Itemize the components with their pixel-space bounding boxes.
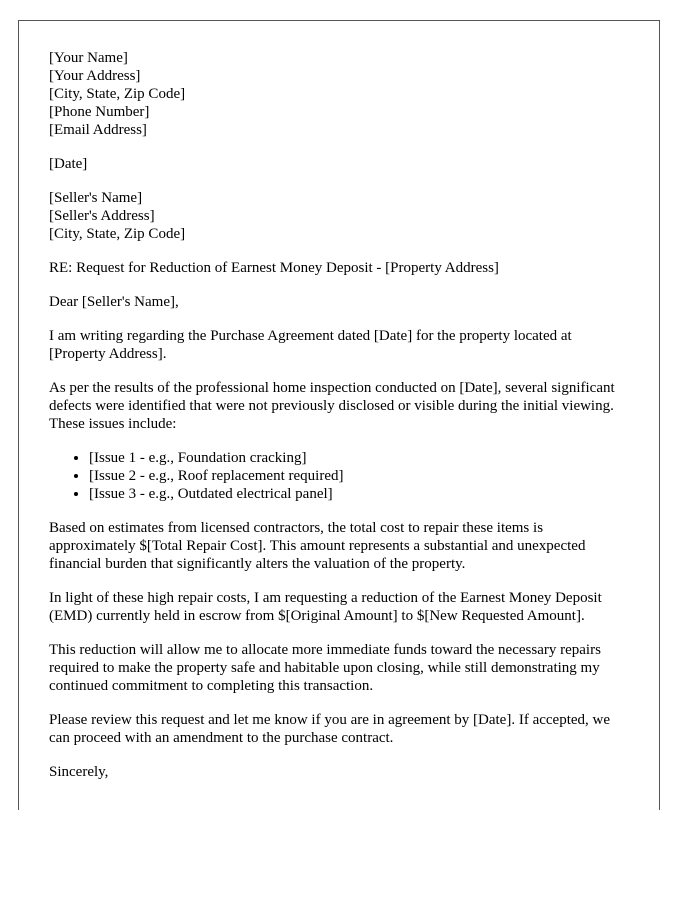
list-item: • [Issue 3 - e.g., Outdated electrical panel] <box>89 485 629 503</box>
sender-name: [Your Name] <box>49 50 128 66</box>
letter-page <box>18 20 660 810</box>
body-paragraph-inspection: As per the results of the professional home inspection conducted on [Date], several significant defects were identified that were not previously disclosed or visible during the initial viewing. These issues include: <box>49 380 615 432</box>
salutation: Dear [Seller's Name], <box>49 294 179 310</box>
body-paragraph-review: Please review this request and let me know if you are in agreement by [Date]. If accepted, we can proceed with an amendment to the purchase contract. <box>49 712 611 746</box>
letter-content <box>49 49 629 797</box>
sender-phone: [Phone Number] <box>49 104 150 120</box>
letter-date: [Date] <box>49 156 88 172</box>
subject-line: RE: Request for Reduction of Earnest Money Deposit - [Property Address] <box>49 260 499 276</box>
closing: Sincerely, <box>49 764 109 780</box>
recipient-city-state-zip: [City, State, Zip Code] <box>49 226 186 242</box>
sender-address: [Your Address] <box>49 68 141 84</box>
sender-email: [Email Address] <box>49 122 147 138</box>
issues-list <box>49 449 629 503</box>
recipient-address: [Seller's Address] <box>49 208 155 224</box>
body-paragraph-costs: Based on estimates from licensed contractors, the total cost to repair these items is approximately $[Total Repair Cost]. This amount represents a substantial and unexpected financial burden that significantly alters the valuation of the property. <box>49 520 586 572</box>
body-paragraph-intro: I am writing regarding the Purchase Agreement dated [Date] for the property located at [Property Address]. <box>49 328 572 362</box>
recipient-block <box>49 189 629 243</box>
body-paragraph-request: In light of these high repair costs, I am requesting a reduction of the Earnest Money Deposit (EMD) currently held in escrow from $[Original Amount] to $[New Requested Amount]. <box>49 590 602 624</box>
recipient-name: [Seller's Name] <box>49 190 143 206</box>
sender-block <box>49 49 629 139</box>
list-item: • [Issue 1 - e.g., Foundation cracking] <box>89 449 629 467</box>
sender-city-state-zip: [City, State, Zip Code] <box>49 86 186 102</box>
body-paragraph-reason: This reduction will allow me to allocate more immediate funds toward the necessary repairs required to make the property safe and habitable upon closing, while still demonstrating my continued commitment to completing this transaction. <box>49 642 601 694</box>
list-item: • [Issue 2 - e.g., Roof replacement required] <box>89 467 629 485</box>
date-block <box>49 155 629 173</box>
